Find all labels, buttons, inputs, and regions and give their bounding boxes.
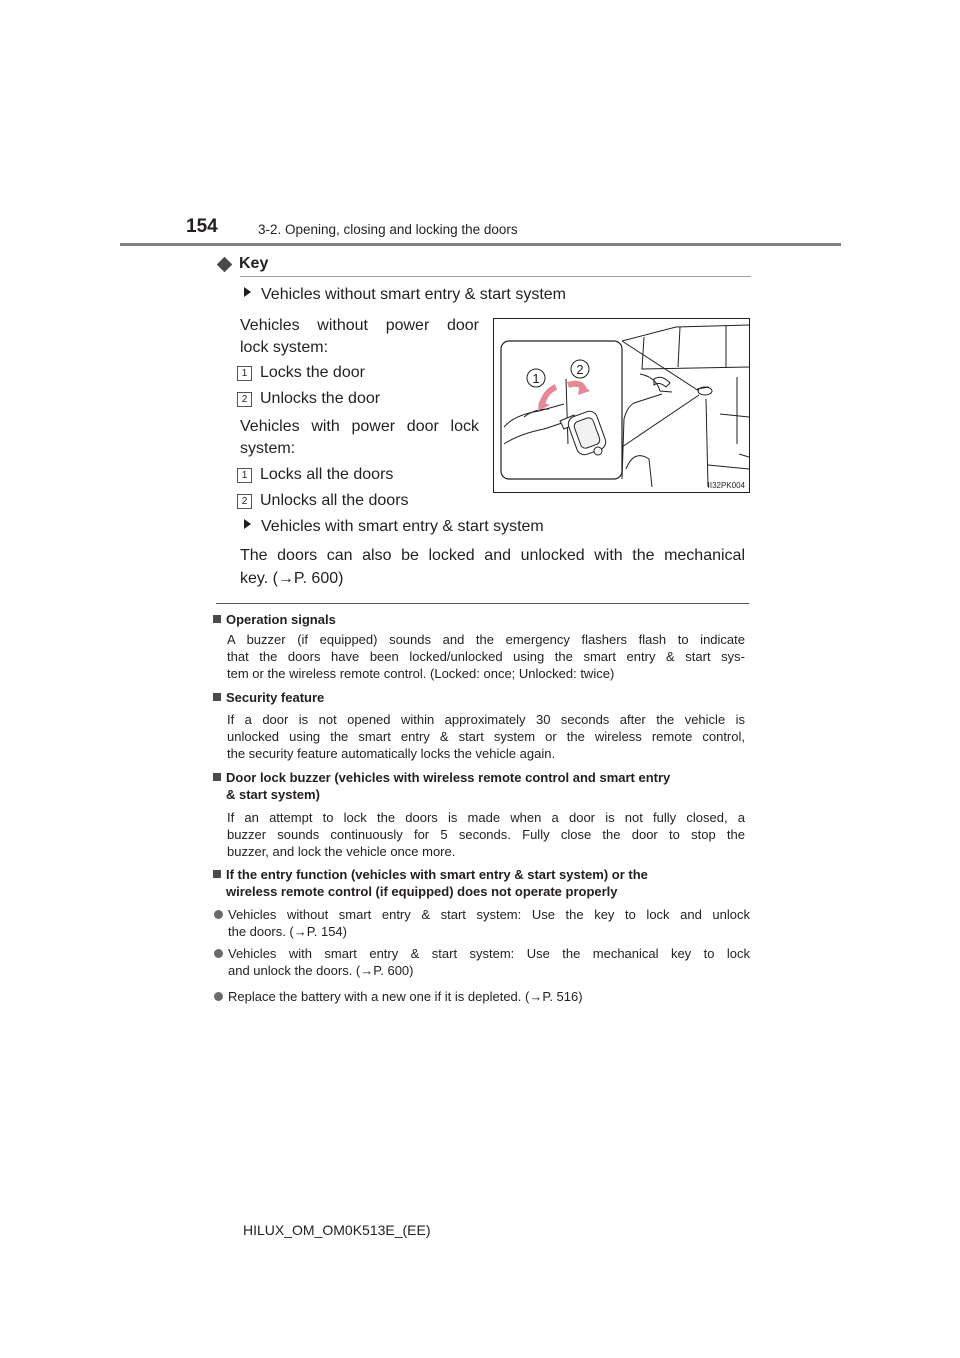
step-locks-all-doors: 1 Locks all the doors: [237, 466, 393, 484]
power-lock-intro-line2: system:: [240, 440, 296, 457]
note-body-line: If a door is not opened within approximately 30 seconds after the vehicle is: [227, 712, 745, 727]
note-body-line: buzzer sounds continuously for 5 seconds. Fully close the door to stop the: [227, 827, 745, 842]
power-lock-intro-line1: Vehicles with power door lock: [240, 418, 479, 435]
triangle-bullet-icon: [244, 519, 251, 529]
note-security-feature-title: Security feature: [213, 689, 750, 706]
header-rule: [120, 243, 841, 246]
note-body-line: unlocked using the smart entry & start system or the wireless remote control,: [227, 729, 745, 744]
step-unlocks-all-doors: 2 Unlocks all the doors: [237, 492, 409, 510]
circle-bullet-icon: [214, 992, 223, 1001]
callout-1-label: 1: [532, 371, 540, 386]
step-number-1: 1: [237, 366, 252, 381]
note-body-line: the security feature automatically locks the vehicle again.: [227, 746, 556, 761]
square-bullet-icon: [213, 615, 221, 623]
document-code-footer: HILUX_OM_OM0K513E_(EE): [243, 1222, 431, 1238]
circle-bullet-icon: [214, 910, 223, 919]
step-unlocks-door: 2 Unlocks the door: [237, 390, 380, 408]
mechanical-key-text-line1: The doors can also be locked and unlocked with the mechanical: [240, 547, 745, 564]
key-lock-illustration: [493, 318, 750, 493]
step-number-1: 1: [237, 468, 252, 483]
key-heading: [216, 255, 268, 273]
diamond-icon: [217, 256, 233, 272]
without-smart-label: Vehicles without smart entry & start system: [244, 286, 566, 304]
bullet-item: Replace the battery with a new one if it is depleted. (→P. 516): [213, 988, 750, 1005]
note-body-line: buzzer, and lock the vehicle once more.: [227, 844, 456, 859]
note-body-line: tem or the wireless remote control. (Locked: once; Unlocked: twice): [227, 666, 615, 681]
mechanical-key-text-line2: key. (→P. 600): [240, 570, 344, 587]
no-power-lock-intro-line2: lock system:: [240, 339, 329, 356]
notes-divider: [216, 603, 749, 604]
door-and-key-drawing: [494, 319, 749, 492]
step-number-2: 2: [237, 494, 252, 509]
square-bullet-icon: [213, 870, 221, 878]
bullet-item: Vehicles with smart entry & start system: Use the mechanical key to lock and unlock the doors. (→P. 600): [213, 945, 750, 979]
circle-bullet-icon: [214, 949, 223, 958]
note-entry-function-title: If the entry function (vehicles with smart entry & start system) or the wireless remote control (if equipped) does not operate properly: [213, 866, 750, 900]
callout-2-label: 2: [576, 362, 584, 377]
no-power-lock-intro-line1: Vehicles without power door: [240, 317, 479, 334]
note-body-line: that the doors have been locked/unlocked using the smart entry & start sys-: [227, 649, 745, 664]
square-bullet-icon: [213, 773, 221, 781]
key-heading-rule: [240, 276, 751, 277]
note-body-line: A buzzer (if equipped) sounds and the emergency flashers flash to indicate: [227, 632, 745, 647]
figure-code: II32PK004: [707, 481, 745, 490]
with-smart-label: Vehicles with smart entry & start system: [244, 518, 544, 536]
note-door-lock-buzzer-title: Door lock buzzer (vehicles with wireless remote control and smart entry & start system): [213, 769, 750, 803]
key-heading-text: Key: [239, 255, 269, 272]
step-locks-door: 1 Locks the door: [237, 364, 365, 382]
note-body-line: If an attempt to lock the doors is made when a door is not fully closed, a: [227, 810, 745, 825]
page-number: 154: [186, 216, 218, 237]
note-operation-signals-title: Operation signals: [213, 611, 750, 628]
square-bullet-icon: [213, 693, 221, 701]
section-title: 3-2. Opening, closing and locking the doors: [258, 222, 518, 237]
triangle-bullet-icon: [244, 287, 251, 297]
bullet-item: Vehicles without smart entry & start system: Use the key to lock and unlock the doors. (→P. 154): [213, 906, 750, 940]
step-number-2: 2: [237, 392, 252, 407]
